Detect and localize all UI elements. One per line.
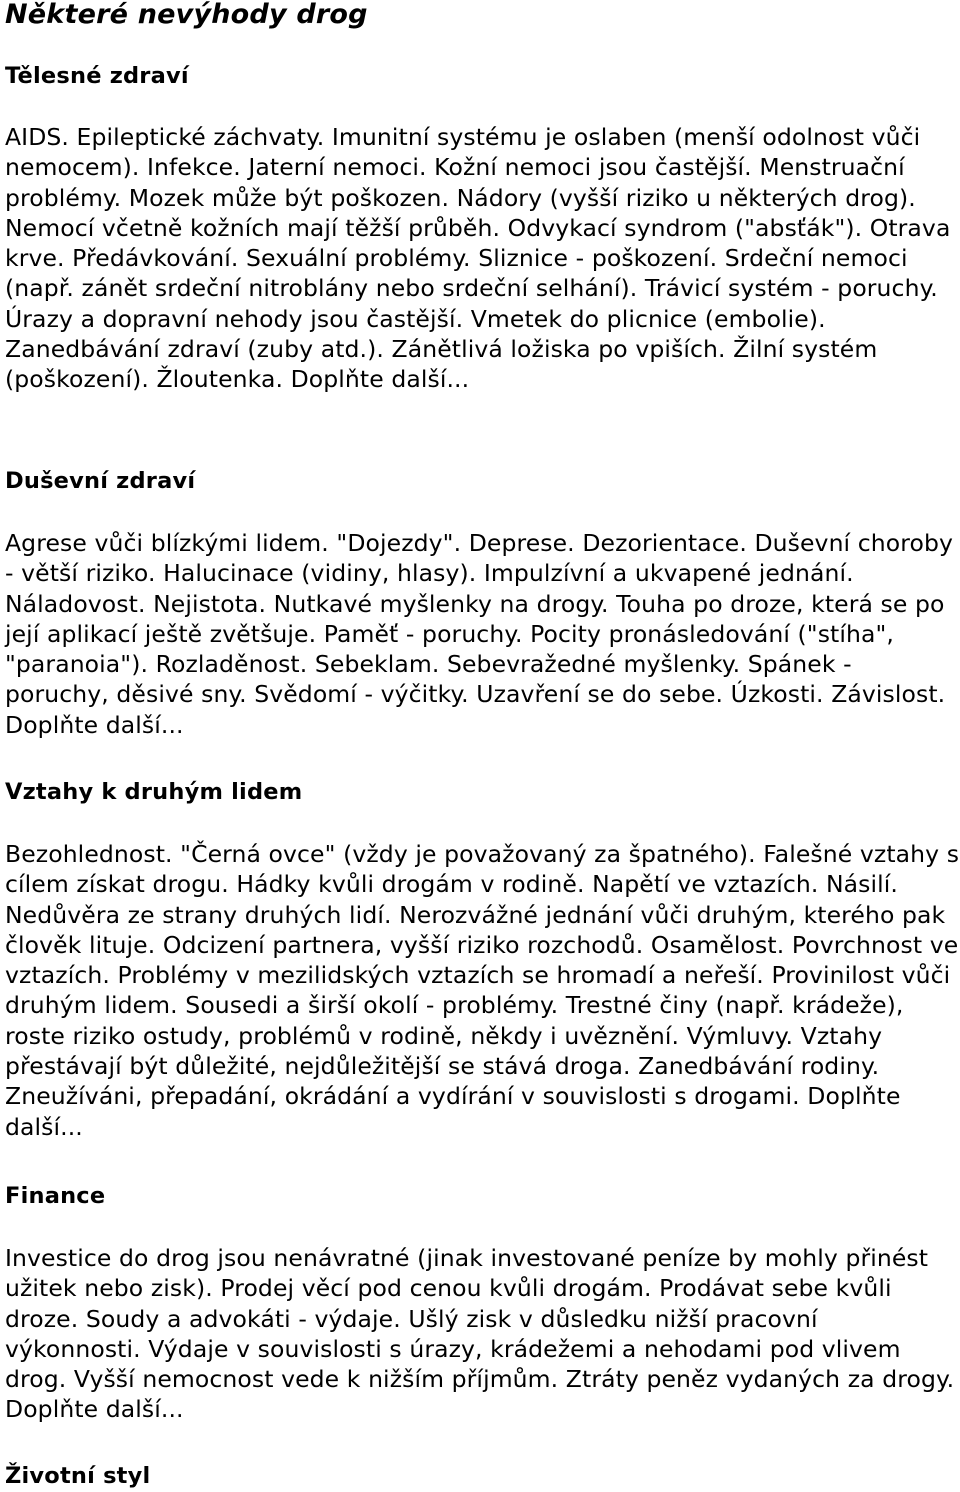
section-heading-finance: Finance bbox=[5, 1183, 106, 1209]
page-title: Některé nevýhody drog bbox=[5, 0, 368, 30]
section-heading-mental-health: Duševní zdraví bbox=[5, 468, 196, 494]
section-text-relationships: Bezohlednost. "Černá ovce" (vždy je považovaný za špatného). Falešné vztahy s cílem získat drogu. Hádky kvůli drogám v rodině. Napětí ve vztazích. Násilí. Nedůvěra ze strany druhých lidí. Nerozvážné jednání vůči druhým, kterého pak člověk lituje. Odcizení partnera, vyšší riziko rozchodů. Osamělost. Povrchnost ve vztazích. Problémy v mezilidských vztazích se hromadí a neřeší. Provinilost vůči druhým lidem. Sousedi a širší okolí - problémy. Trestné činy (např. krádeže), roste riziko ostudy, problémů v rodině, někdy i uvěznění. Výmluvy. Vztahy přestávají být důležité, nejdůležitější se stává droga. Zanedbávání rodiny. Zneužíváni, přepadání, okrádání a vydírání v souvislosti s drogami. Doplňte další... bbox=[5, 840, 960, 1141]
section-text-physical-health: AIDS. Epileptické záchvaty. Imunitní systému je oslaben (menší odolnost vůči nemocem). Infekce. Jaterní nemoci. Kožní nemoci jsou častější. Menstruační problémy. Mozek může být poškozen. Nádory (vyšší riziko u některých drog). Nemocí včetně kožních mají těžší průběh. Odvykací syndrom ("absťák"). Otrava krve. Předávkování. Sexuální problémy. Sliznice - poškození. Srdeční nemoci (např. zánět srdeční nitroblány nebo srdeční selhání). Trávicí systém - poruchy. Úrazy a dopravní nehody jsou častější. Vmetek do plicnice (embolie). Zanedbávání zdraví (zuby atd.). Zánětlivá ložiska po vpiších. Žilní systém (poškození). Žloutenka. Doplňte další... bbox=[5, 123, 951, 394]
section-heading-physical-health: Tělesné zdraví bbox=[5, 63, 189, 89]
section-text-finance: Investice do drog jsou nenávratné (jinak investované peníze by mohly přinést užitek nebo zisk). Prodej věcí pod cenou kvůli drogám. Prodávat sebe kvůli droze. Soudy a advokáti - výdaje. Ušlý zisk v důsledku nižší pracovní výkonnosti. Výdaje v souvislosti s úrazy, krádežemi a nehodami pod vlivem drog. Vyšší nemocnost vede k nižším příjmům. Ztráty peněz vydaných za drogy. Doplňte další... bbox=[5, 1244, 955, 1424]
section-heading-relationships: Vztahy k druhým lidem bbox=[5, 779, 303, 805]
section-text-mental-health: Agrese vůči blízkými lidem. "Dojezdy". Deprese. Dezorientace. Duševní choroby - větší riziko. Halucinace (vidiny, hlasy). Impulzívní a ukvapené jednání. Náladovost. Nejistota. Nutkavé myšlenky na drogy. Touha po droze, která se po její aplikací ještě zvětšuje. Paměť - poruchy. Pocity pronásledování ("stíha", "paranoia"). Rozladěnost. Sebeklam. Sebevražedné myšlenky. Spánek - poruchy, děsivé sny. Svědomí - výčitky. Uzavření se do sebe. Úzkosti. Závislost. Doplňte další... bbox=[5, 529, 953, 739]
section-heading-lifestyle: Životní styl bbox=[5, 1463, 151, 1489]
